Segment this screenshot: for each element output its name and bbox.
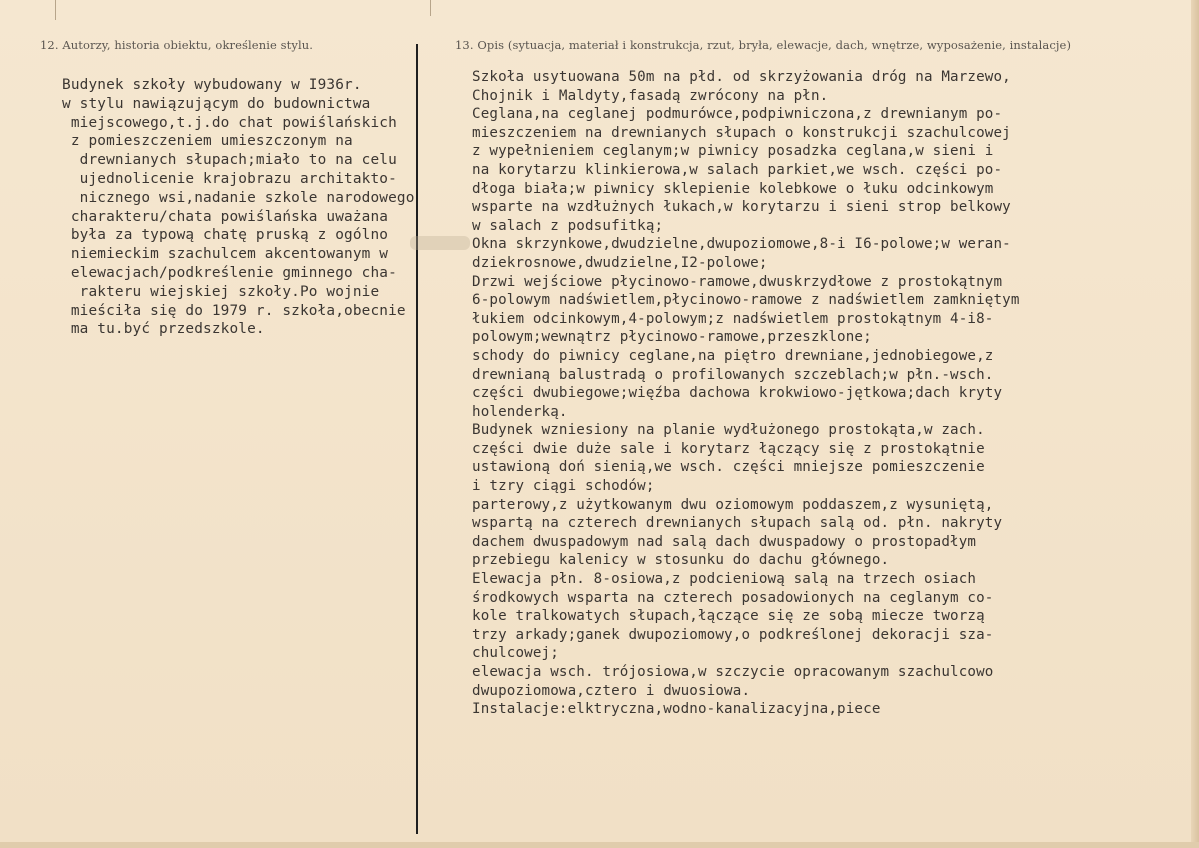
text-line: przebiegu kalenicy w stosunku do dachu głównego.: [472, 552, 890, 569]
text-line: dziekrosnowe,dwudzielne,I2-polowe;: [472, 254, 768, 271]
text-line: części dwubiegowe;więźba dachowa krokwiowo-jętkowa;dach kryty: [472, 385, 1003, 402]
text-line: Chojnik i Maldyty,fasadą zwrócony na płn.: [472, 87, 829, 104]
text-line: holenderką.: [472, 403, 568, 420]
text-line: z pomieszczeniem umieszczonym na: [62, 133, 353, 150]
text-line: elewacjach/podkreślenie gminnego cha-: [62, 264, 397, 281]
text-line: niemieckim szachulcem akcentowanym w: [62, 246, 389, 263]
text-line: parterowy,z użytkowanym dwu oziomowym poddaszem,z wysuniętą,: [472, 496, 994, 513]
text-line: Okna skrzynkowe,dwudzielne,dwupoziomowe,8-i I6-polowe;w weran-: [472, 236, 1011, 253]
text-line: charakteru/chata powiślańska uważana: [62, 208, 389, 225]
paper-edge: [1191, 0, 1199, 848]
history-text-column: [62, 76, 442, 339]
text-line: polowym;wewnątrz płycinowo-ramowe,przeszklone;: [472, 329, 872, 346]
section-header-right: 13. Opis (sytuacja, materiał i konstrukcja, rzut, bryła, elewacje, dach, wnętrze, wyposażenie, instalacje): [455, 38, 1072, 52]
text-line: drewnianych słupach;miało to na celu: [62, 152, 397, 169]
text-line: mieszczeniem na drewnianych słupach o konstrukcji szachulcowej: [472, 124, 1011, 141]
text-line: rakteru wiejskiej szkoły.Po wojnie: [62, 283, 380, 300]
description-text-column: [472, 68, 1172, 719]
text-line: i tzry ciągi schodów;: [472, 478, 655, 495]
text-line: wsparte na wzdłużnych łukach,w korytarzu i sieni strop belkowy: [472, 199, 1011, 216]
text-line: środkowych wsparta na czterech posadowionych na ceglanym co-: [472, 589, 994, 606]
text-line: 6-polowym nadświetlem,płycinowo-ramowe z nadświetlem zamkniętym: [472, 292, 1020, 309]
text-line: dłoga biała;w piwnicy sklepienie kolebkowe o łuku odcinkowym: [472, 180, 994, 197]
text-line: Ceglana,na ceglanej podmurówce,podpiwniczona,z drewnianym po-: [472, 106, 1003, 123]
section-header-left: 12. Autorzy, historia obiektu, określenie stylu.: [40, 38, 314, 52]
text-line: części dwie duże sale i korytarz łączący się z prostokątnie: [472, 440, 985, 457]
text-line: Instalacje:elktryczna,wodno-kanalizacyjna,piece: [472, 701, 881, 718]
text-line: ujednolicenie krajobrazu architakto-: [62, 170, 397, 187]
text-line: mieściła się do 1979 r. szkoła,obecnie: [62, 302, 406, 319]
text-line: Drzwi wejściowe płycinowo-ramowe,dwuskrzydłowe z prostokątnym: [472, 273, 1003, 290]
text-line: z wypełnieniem ceglanym;w piwnicy posadzka ceglana,w sieni i: [472, 143, 994, 160]
paper-edge: [0, 842, 1199, 848]
text-line: ma tu.być przedszkole.: [62, 321, 265, 338]
text-line: schody do piwnicy ceglane,na piętro drewniane,jednobiegowe,z: [472, 347, 994, 364]
text-line: Szkoła usytuowana 50m na płd. od skrzyżowania dróg na Marzewo,: [472, 69, 1011, 85]
margin-mark: [430, 0, 431, 16]
text-line: elewacja wsch. trójosiowa,w szczycie opracowanym szachulcowo: [472, 664, 994, 680]
text-line: wspartą na czterech drewnianych słupach salą od. płn. nakryty: [472, 515, 1003, 532]
text-line: nicznego wsi,nadanie szkole narodowego: [62, 189, 415, 206]
text-line: Elewacja płn. 8-osiowa,z podcieniową salą na trzech osiach: [472, 571, 977, 588]
text-line: trzy arkady;ganek dwupoziomowy,o podkreślonej dekoracji sza-: [472, 626, 994, 643]
text-line: drewnianą balustradą o profilowanych szczeblach;w płn.-wsch.: [472, 366, 994, 383]
text-line: ustawioną doń sienią,we wsch. części mniejsze pomieszczenie: [472, 459, 985, 476]
text-line: łukiem odcinkowym,4-polowym;z nadświetlem prostokątnym 4-i8-: [472, 310, 994, 327]
margin-mark: [55, 0, 56, 20]
text-line: w salach z podsufitką;: [472, 217, 664, 234]
text-line: miejscowego,t.j.do chat powiślańskich: [62, 114, 397, 131]
text-line: chulcowej;: [472, 645, 559, 662]
text-line: Budynek wzniesiony na planie wydłużonego prostokąta,w zach.: [472, 422, 985, 439]
text-line: była za typową chatę pruską z ogólno: [62, 227, 389, 244]
text-line: Budynek szkoły wybudowany w I936r.: [62, 77, 362, 93]
text-line: dachem dwuspadowym nad salą dach dwuspadowy o prostopadłym: [472, 533, 977, 550]
text-line: w stylu nawiązującym do budownictwa: [62, 95, 371, 112]
text-line: kole tralkowatych słupach,łączące się ze sobą miecze tworzą: [472, 608, 985, 625]
text-line: dwupoziomowa,cztero i dwuosiowa.: [472, 682, 751, 699]
text-line: na korytarzu klinkierowa,w salach parkiet,we wsch. części po-: [472, 161, 1003, 178]
